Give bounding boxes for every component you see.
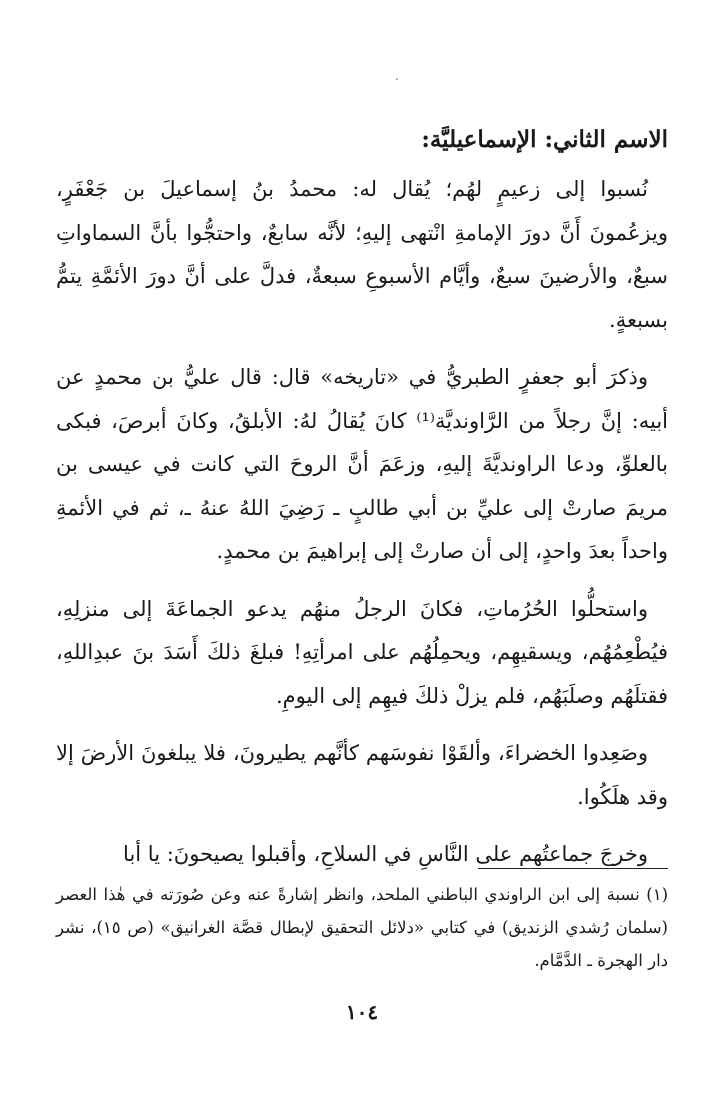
paragraph-4: وصَعِدوا الخضراءَ، وألقَوْا نفوسَهم كأنَّهم يطيرونَ، فلا يبلغونَ الأرضَ إلا وقد هلَكُوا. — [56, 741, 668, 809]
footnote-divider — [478, 868, 668, 869]
paragraph-2: وذكرَ أبو جعفرٍ الطبريُّ في «تاريخه» قال: قال عليُّ بن محمدٍ عن أبيه: إنَّ رجلاً من الرَّاونديَّة⁽¹⁾ كانَ يُقالُ لهُ: الأبلقُ، وكانَ أبرصَ، فبكى بالعلوِّ، ودعا الراونديَّةَ إليهِ، وزعَمَ أنَّ الروحَ التي كانت في عيسى بن مريمَ صارتْ إلى عليِّ بن أبي طالبٍ ـ رَضِيَ اللهُ عنهُ ـ، ثم في الأئمةِ واحداً بعدَ واحدٍ، إلى أن صارتْ إلى إبراهيمَ بن محمدٍ. — [56, 365, 668, 563]
paragraph-5: وخرجَ جماعتُهم على النَّاسِ في السلاحِ، وأقبلوا يصيحونَ: يا أبا — [123, 842, 648, 866]
paragraph-3: واستحلُّوا الحُرُماتِ، فكانَ الرجلُ منهُم يدعو الجماعَةَ إلى منزلِهِ، فيُطْعِمُهُم، ويسقيهِم، ويحمِلُهُم على امرأتِهِ! فبلغَ ذلكَ أَسَدَ بنَ عبدِاللهِ، فقتلَهُم وصلَبَهُم، فلم يزلْ ذلكَ فيهِم إلى اليومِ. — [56, 596, 668, 708]
footnote: (١) نسبة إلى ابن الراوندي الباطني الملحد، وانظر إشارةً عنه وعن صُورَته في هٰذا العصر (سلمان رُشدي الزنديق) في كتابي «دلائل التحقيق لإبطال قصَّة الغرانيق» (ص ١٥)، نشر دار الهجرة ـ الدَّمَّام. — [56, 885, 668, 970]
page-mark — [396, 78, 398, 80]
page-number: ١٠٤ — [345, 1000, 379, 1024]
paragraph-1: نُسبوا إلى زعيمٍ لهُم؛ يُقال له: محمدُ بنُ إسماعيلَ بن جَعْفَرٍ، ويزعُمونَ أَنَّ دورَ الإمامةِ انْتهى إليهِ؛ لأنَّه سابعٌ، واحتجُّوا بأنَّ السماواتِ سبعٌ، والأرضينَ سبعٌ، وأيَّام الأسبوعِ سبعةٌ، فدلَّ على أنَّ دورَ الأئمَّةِ يتمُّ بسبعةٍ. — [56, 177, 668, 332]
section-heading: الاسم الثاني: الإسماعيليَّة: — [421, 126, 668, 153]
main-text — [56, 168, 668, 891]
book-page — [56, 0, 668, 1094]
